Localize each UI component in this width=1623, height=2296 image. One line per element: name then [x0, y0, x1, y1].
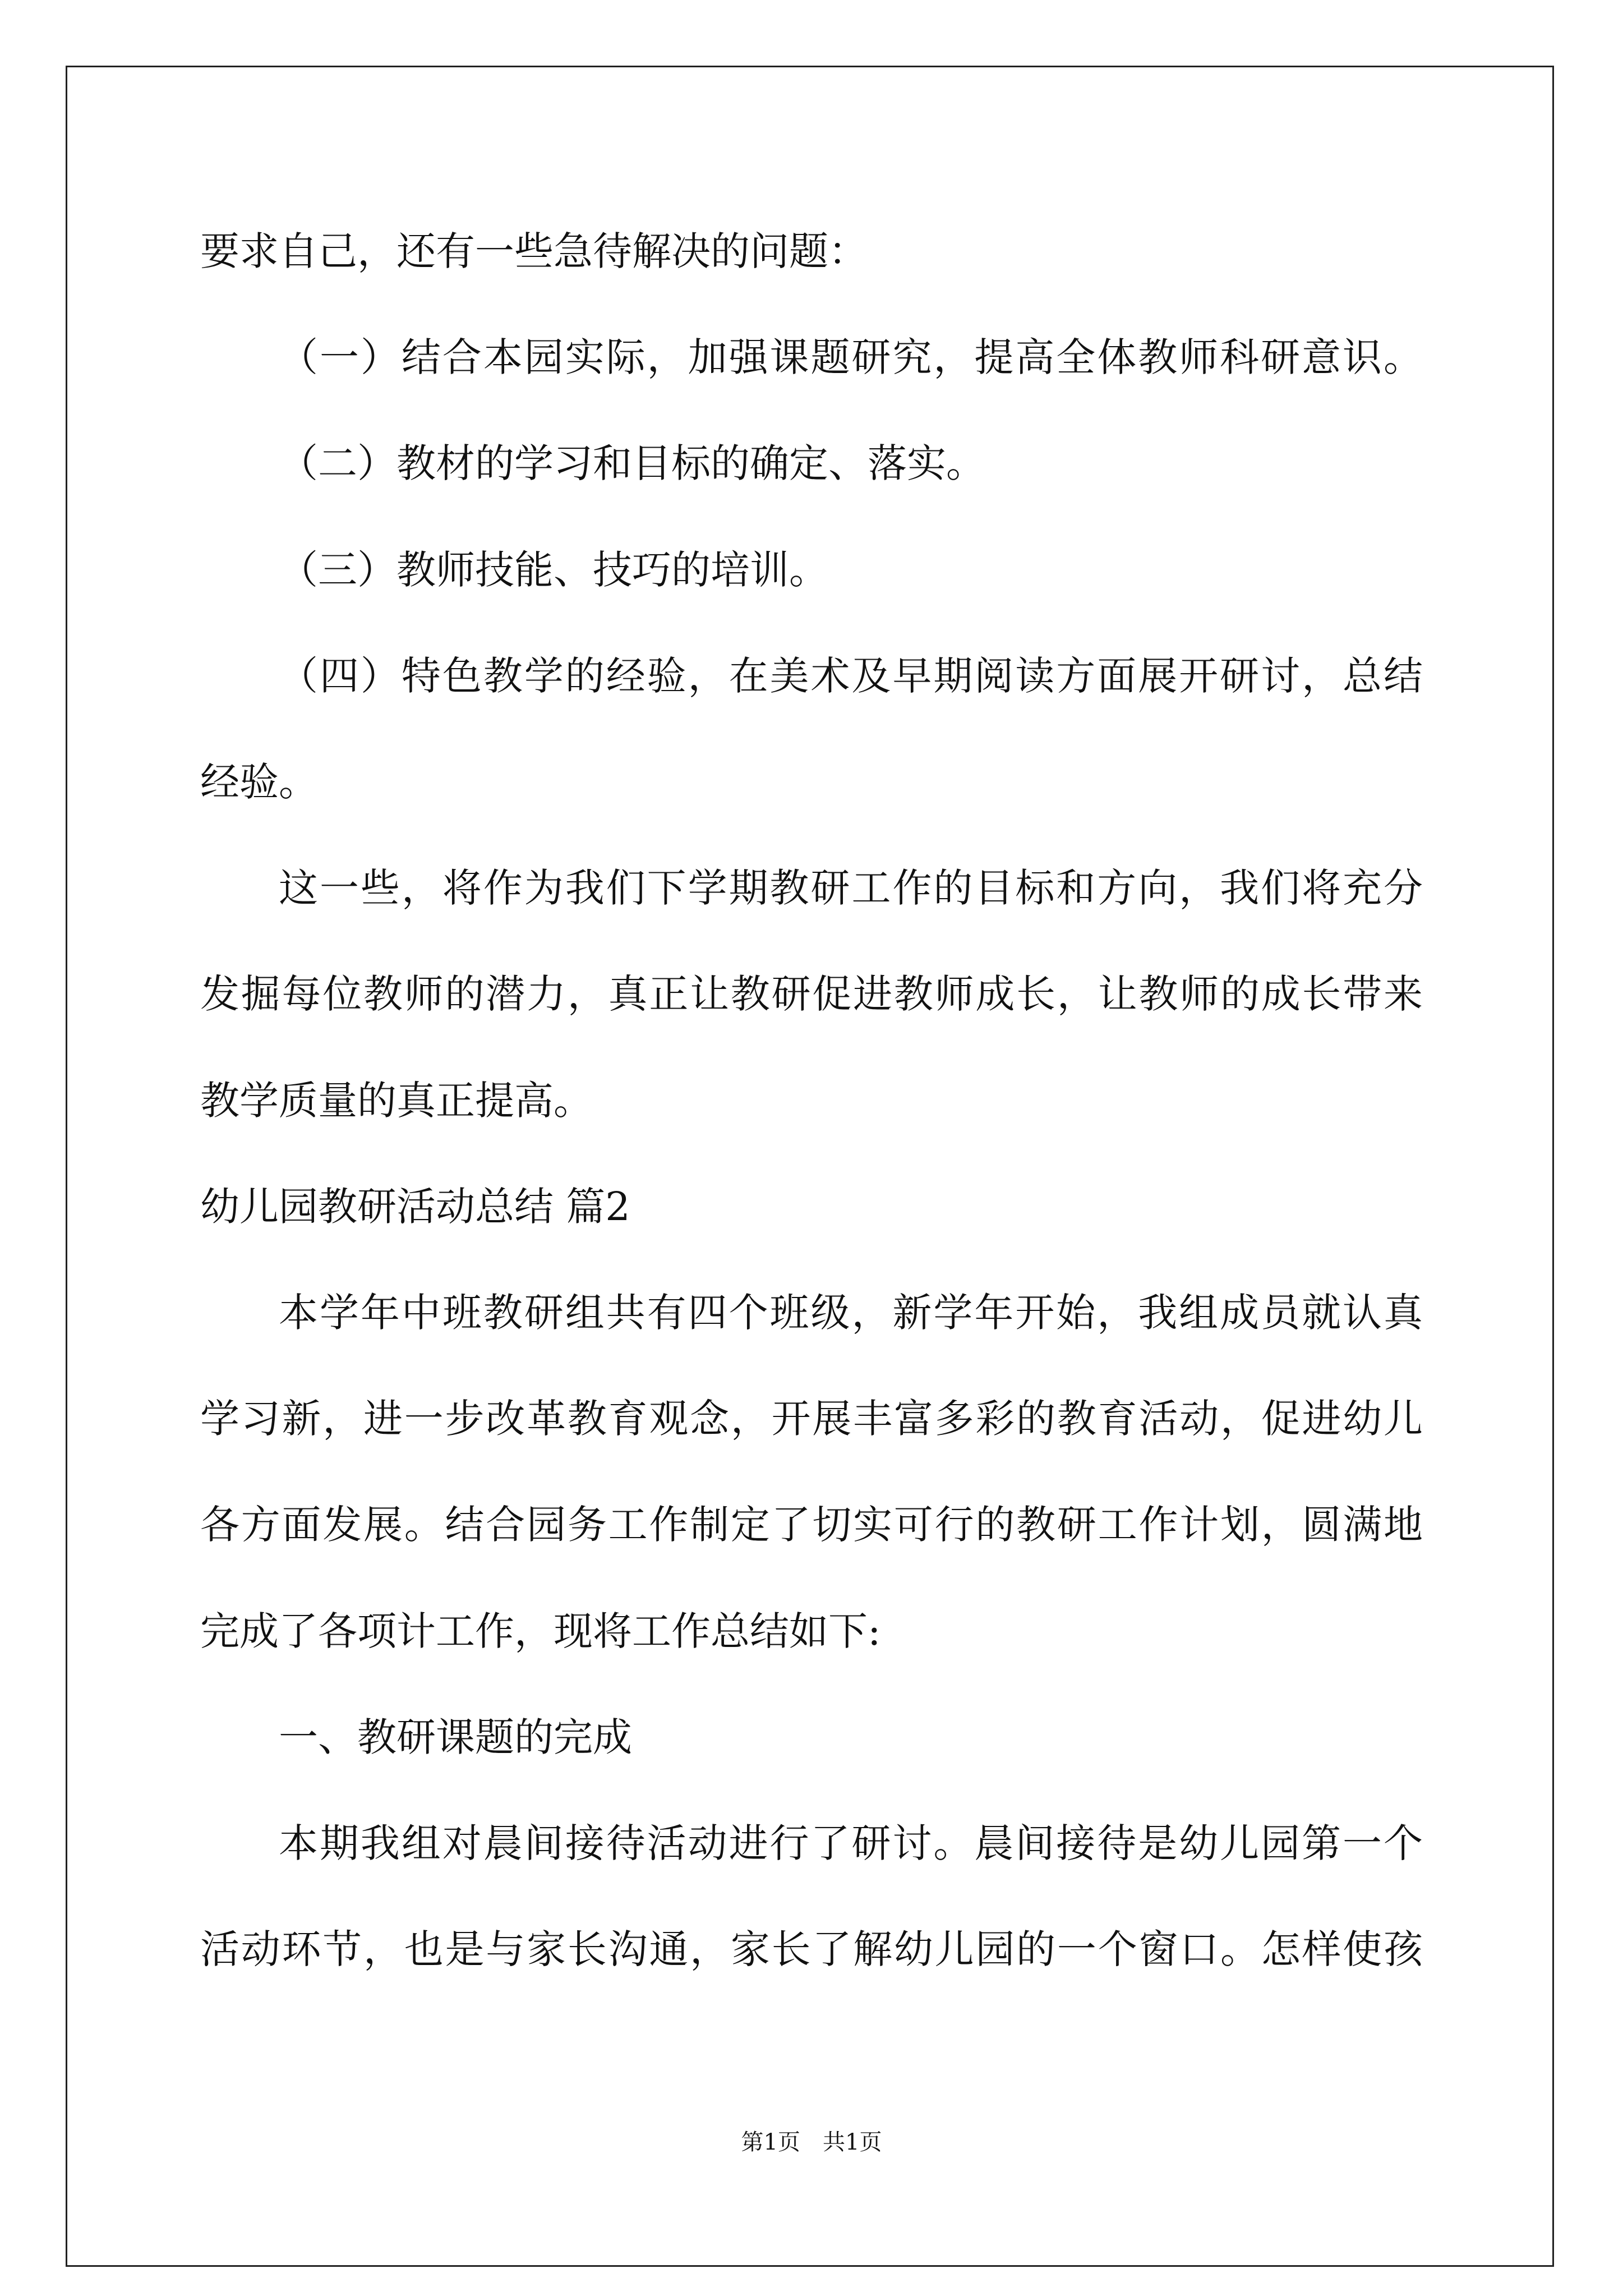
- list-item-4: （四）特色教学的经验，在美术及早期阅读方面展开研讨，总结: [279, 653, 1423, 699]
- paragraph-line: 教学质量的真正提高。: [200, 1078, 593, 1124]
- paragraph-line: 要求自己，还有一些急待解决的问题：: [200, 228, 868, 274]
- list-item-3: （三）教师技能、技巧的培训。: [279, 547, 828, 593]
- subsection-heading: 一、教研课题的完成: [279, 1714, 632, 1760]
- list-item-2: （二）教材的学习和目标的确定、落实。: [279, 440, 985, 486]
- paragraph-line: 本期我组对晨间接待活动进行了研讨。晨间接待是幼儿园第一个: [279, 1820, 1423, 1866]
- paragraph-line: 学习新，进一步改革教育观念，开展丰富多彩的教育活动，促进幼儿: [200, 1396, 1423, 1442]
- list-item-1: （一）结合本园实际，加强课题研究，提高全体教师科研意识。: [279, 334, 1423, 380]
- paragraph-line: 发掘每位教师的潜力，真正让教研促进教师成长，让教师的成长带来: [200, 971, 1423, 1017]
- section-heading: 幼儿园教研活动总结 篇2: [200, 1184, 630, 1230]
- paragraph-line: 各方面发展。结合园务工作制定了切实可行的教研工作计划，圆满地: [200, 1502, 1423, 1548]
- paragraph-line: 完成了各项计工作，现将工作总结如下:: [200, 1608, 881, 1654]
- paragraph-line: 这一些，将作为我们下学期教研工作的目标和方向，我们将充分: [279, 865, 1423, 911]
- paragraph-line: 经验。: [200, 759, 318, 805]
- paragraph-line: 本学年中班教研组共有四个班级，新学年开始，我组成员就认真: [279, 1290, 1423, 1336]
- page-number-footer: 第1页 共1页: [741, 2129, 882, 2155]
- paragraph-line: 活动环节，也是与家长沟通，家长了解幼儿园的一个窗口。怎样使孩: [200, 1926, 1423, 1972]
